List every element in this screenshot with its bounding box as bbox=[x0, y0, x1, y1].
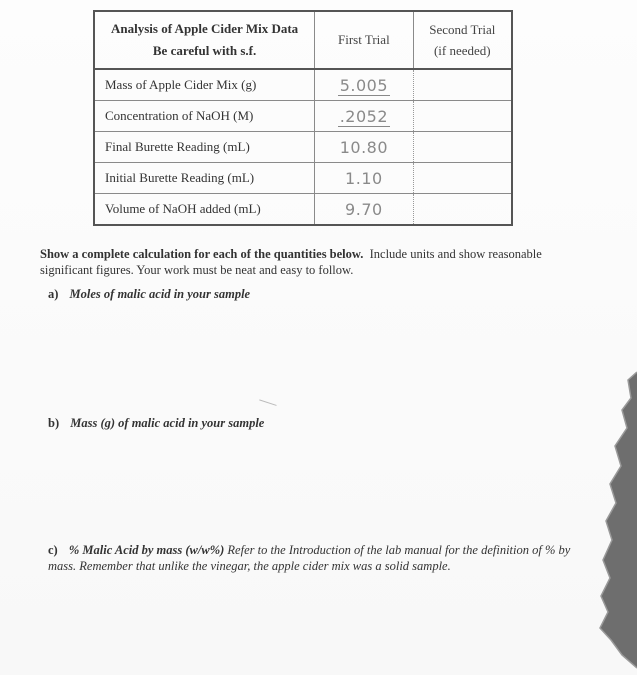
table-row bbox=[94, 163, 512, 194]
instructions-rest: Include units and show reasonable significant figures. Your work must be neat and easy to follow. bbox=[40, 247, 542, 277]
question-b-title: Mass (g) of malic acid in your sample bbox=[70, 416, 265, 430]
row-second-concentration bbox=[413, 101, 512, 132]
row-value-volume: 9.70 bbox=[315, 194, 413, 226]
question-a-letter: a) bbox=[48, 287, 59, 301]
row-label-concentration: Concentration of NaOH (M) bbox=[94, 101, 315, 132]
question-b bbox=[48, 416, 264, 431]
row-second-volume bbox=[413, 194, 512, 226]
header-label-line2: Be careful with s.f. bbox=[152, 43, 257, 58]
row-second-mass bbox=[413, 69, 512, 101]
header-second-trial bbox=[413, 11, 512, 69]
question-c-title: % Malic Acid by mass (w/w%) bbox=[68, 543, 225, 557]
question-c-rest: Refer to the Introduction of the lab manual for the definition of % by mass. Remember that unlike the vinegar, the apple cider mix was a solid sample. bbox=[48, 543, 571, 573]
header-second-line2: (if needed) bbox=[433, 43, 491, 58]
handwritten-concentration: .2052 bbox=[339, 106, 389, 126]
question-c bbox=[48, 542, 578, 574]
torn-edge-shape bbox=[600, 372, 637, 668]
question-b-letter: b) bbox=[48, 416, 60, 430]
row-label-initial-burette: Initial Burette Reading (mL) bbox=[94, 163, 315, 194]
torn-edge-highlight bbox=[600, 372, 637, 668]
table-row bbox=[94, 69, 512, 101]
stray-pencil-mark bbox=[257, 399, 276, 411]
row-value-concentration bbox=[315, 101, 413, 132]
table-row bbox=[94, 132, 512, 163]
instructions-paragraph bbox=[40, 246, 570, 278]
header-first-trial: First Trial bbox=[315, 11, 413, 69]
row-value-initial-burette: 1.10 bbox=[315, 163, 413, 194]
question-a bbox=[48, 287, 250, 302]
header-second-line1: Second Trial bbox=[429, 22, 496, 37]
handwritten-mass: 5.005 bbox=[339, 75, 389, 95]
row-second-final-burette bbox=[413, 132, 512, 163]
row-label-volume: Volume of NaOH added (mL) bbox=[94, 194, 315, 226]
question-a-title: Moles of malic acid in your sample bbox=[69, 287, 251, 301]
table-row bbox=[94, 101, 512, 132]
row-label-mass: Mass of Apple Cider Mix (g) bbox=[94, 69, 315, 101]
row-value-mass bbox=[315, 69, 413, 101]
row-value-final-burette: 10.80 bbox=[315, 132, 413, 163]
instructions-bold: Show a complete calculation for each of the quantities below. bbox=[40, 247, 364, 261]
table-header-label bbox=[94, 11, 315, 69]
table-row bbox=[94, 194, 512, 226]
row-label-final-burette: Final Burette Reading (mL) bbox=[94, 132, 315, 163]
question-c-letter: c) bbox=[48, 543, 58, 557]
header-label-line1: Analysis of Apple Cider Mix Data bbox=[110, 21, 299, 36]
table-header-row bbox=[94, 11, 512, 69]
row-second-initial-burette bbox=[413, 163, 512, 194]
apple-cider-data-table bbox=[93, 10, 513, 226]
